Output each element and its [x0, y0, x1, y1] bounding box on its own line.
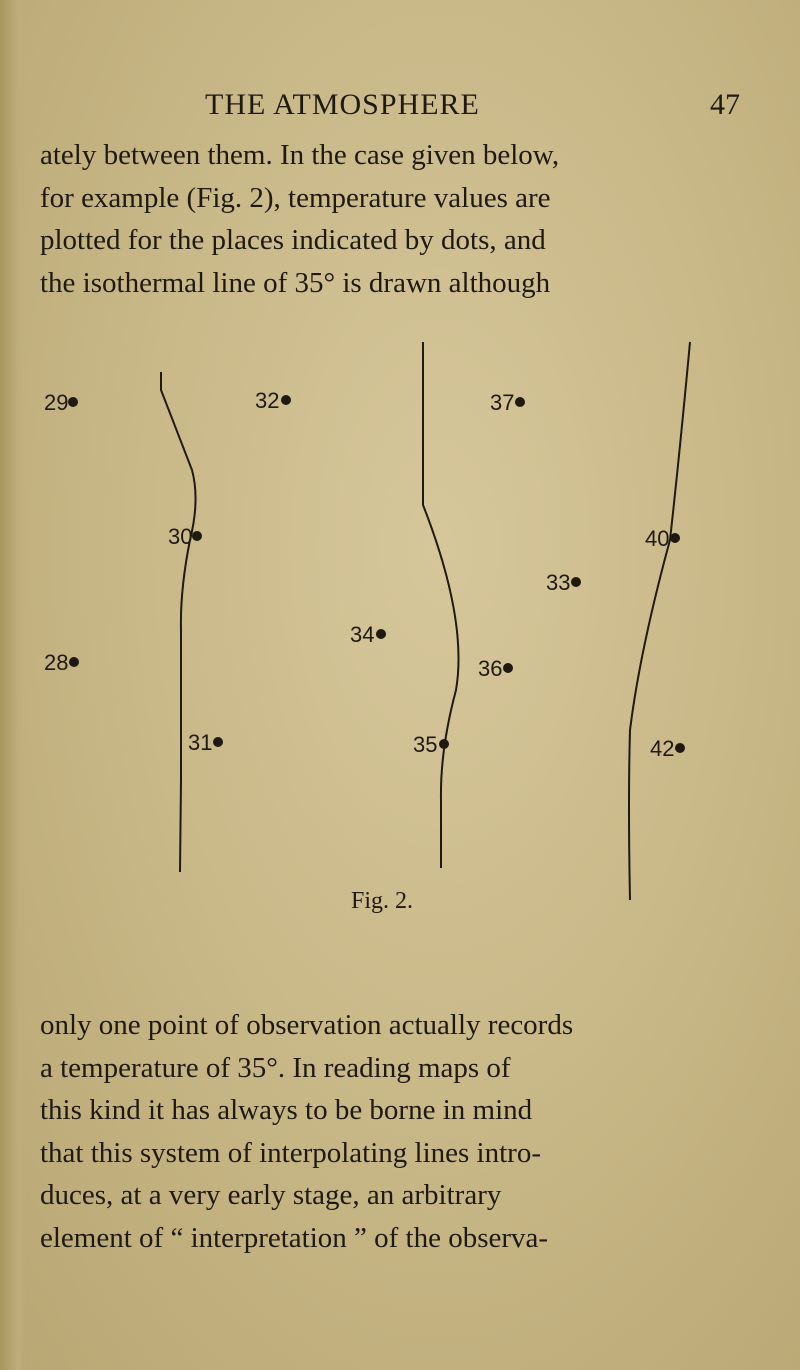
station-dot-32 [281, 395, 291, 405]
station-dot-28 [69, 657, 79, 667]
station-dot-30 [192, 531, 202, 541]
text-line: plotted for the places indicated by dots, and [40, 224, 546, 256]
station-label-29: 29 [44, 390, 69, 415]
station-label-37: 37 [490, 390, 515, 415]
page-number: 47 [710, 88, 740, 121]
station-label-28: 28 [44, 650, 69, 675]
station-dot-34 [376, 629, 386, 639]
station-label-42: 42 [650, 736, 675, 761]
station-label-35: 35 [413, 732, 438, 757]
text-line: only one point of observation actually records [40, 1009, 574, 1041]
text-line: duces, at a very early stage, an arbitrary [40, 1179, 502, 1211]
station-label-32: 32 [255, 388, 280, 413]
station-dot-31 [213, 737, 223, 747]
figure-caption: Fig. 2. [351, 888, 414, 914]
station-dot-37 [515, 397, 525, 407]
isotherm-figure [0, 330, 800, 950]
text-line: element of “ interpretation ” of the observa- [40, 1221, 549, 1254]
station-label-40: 40 [645, 526, 670, 551]
station-label-36: 36 [478, 656, 503, 681]
paragraph-top [40, 134, 700, 304]
station-label-33: 33 [546, 570, 571, 595]
isotherm-diagram [0, 330, 800, 950]
station-dot-36 [503, 663, 513, 673]
isotherm-line-35 [423, 342, 459, 868]
station-dots [68, 395, 685, 753]
page-header [40, 88, 740, 128]
text-line: for example (Fig. 2), temperature values are [40, 181, 551, 214]
station-dot-35 [439, 739, 449, 749]
isotherm-line-right [629, 342, 690, 900]
station-dot-40 [670, 533, 680, 543]
text-line: a temperature of 35°. In reading maps of [40, 1051, 511, 1084]
station-label-30: 30 [168, 524, 193, 549]
running-head: THE ATMOSPHERE [205, 88, 480, 121]
isotherm-line-left [161, 372, 196, 872]
text-line: ately between them. In the case given below, [40, 139, 560, 171]
text-line: the isothermal line of 35° is drawn although [40, 266, 551, 299]
text-line: this kind it has always to be borne in mind [40, 1094, 533, 1126]
station-dot-33 [571, 577, 581, 587]
text-line: that this system of interpolating lines intro- [40, 1136, 541, 1169]
station-dot-29 [68, 397, 78, 407]
station-dot-42 [675, 743, 685, 753]
station-label-31: 31 [188, 730, 213, 755]
paragraph-bottom [40, 1004, 700, 1259]
station-label-34: 34 [350, 622, 375, 647]
